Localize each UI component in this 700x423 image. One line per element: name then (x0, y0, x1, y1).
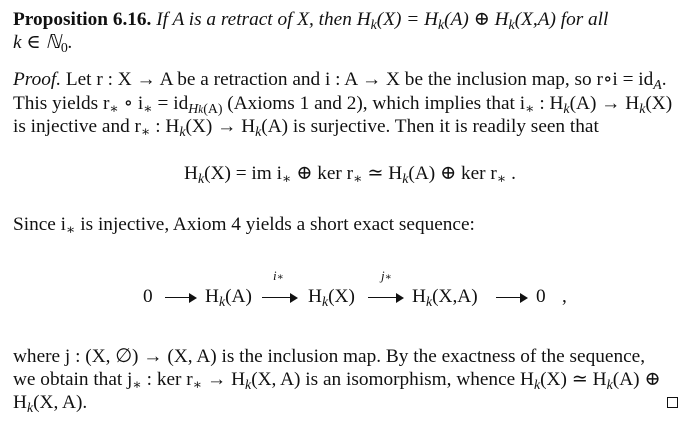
proof-line-6: we obtain that $j_∗$ : ker $r_∗ \to H_k(X$, A) is an isomorphism, whence $H_k(X)$ ≃ $H_k(A)$ ⊕ (13, 369, 661, 393)
seq-zero-left: 0 (143, 286, 153, 307)
seq-zero-right: 0 (536, 286, 546, 307)
proposition-label: Proposition 6.16. (13, 9, 152, 30)
seq-H-A: $H_k(A)$ (205, 286, 252, 310)
seq-arrow-2 (262, 297, 296, 298)
seq-H-XA: $H_k(X,A)$ (412, 286, 478, 310)
arrow-label-i: i∗ (273, 268, 284, 283)
proof-line-7: $H_k(X$, A). (13, 392, 88, 416)
proposition-line-2: k ∈ ℕ$_0$. (13, 32, 73, 56)
proposition-statement: If A is a retract of X, then $H_k(X) = H_k(A)$ ⊕ $H_k(X,A)$ for all (156, 9, 609, 33)
arrow-label-j: j∗ (381, 268, 392, 283)
proof-line-4: Since $i_∗$ is injective, Axiom 4 yields a short exact sequence: (13, 214, 475, 238)
proof-line-5: where j : (X, ∅) → (X, A) is the inclusion map. By the exactness of the sequence, (13, 346, 646, 367)
seq-comma: , (562, 286, 567, 307)
proof-line-2: This yields $r_∗$ ∘ $i_∗ = id_{Hk(A)}$ (Axioms 1 and 2), which implies that $i_∗$ : $H_k(A) \to H_k(X)$ (13, 93, 673, 117)
proof-label: Proof. (13, 69, 62, 90)
display-equation: $H_k(X)$ = im $i_∗$ ⊕ ker $r_∗$ ≃ $H_k(A)$ ⊕ ker $r_∗$ . (184, 163, 516, 187)
proposition-line-1 (13, 9, 608, 37)
seq-arrow-3 (368, 297, 402, 298)
seq-H-X: $H_k(X)$ (308, 286, 355, 310)
qed-box-icon (667, 397, 678, 408)
proof-line-1: Proof. Let r : X → A be a retraction and i : A → X be the inclusion map, so r∘i = $id_A$. (13, 69, 667, 93)
seq-arrow-1 (165, 297, 195, 298)
seq-arrow-4 (496, 297, 526, 298)
proof-line-3: is injective and $r_∗$ : $H_k(X) \to H_k(A)$ is surjective. Then it is readily seen that (13, 116, 599, 140)
